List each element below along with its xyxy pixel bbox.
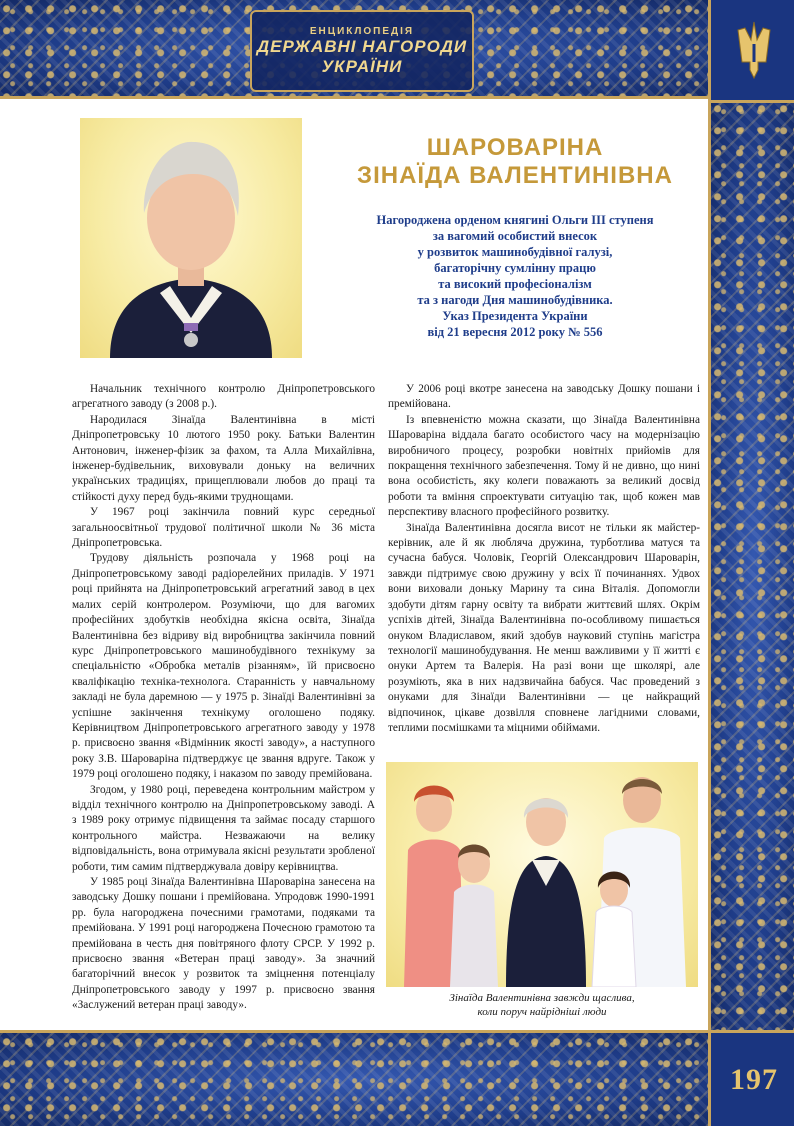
- award-line: багаторічну сумлінну працю: [434, 261, 596, 275]
- paragraph: У 2006 році вкотре занесена на заводську Дошку пошани і премійована.: [388, 383, 700, 411]
- award-line: від 21 вересня 2012 року № 556: [427, 325, 603, 339]
- portrait-illustration: [80, 118, 302, 358]
- award-line: за вагомий особистий внесок: [432, 229, 598, 243]
- paragraph: У 1967 році закінчила повний курс середньої загальноосвітньої трудової політичної школи № 36 міста Дніпропетровська.: [72, 506, 375, 550]
- award-line: та високий професіоналізм: [438, 277, 592, 291]
- paragraph: Згодом, у 1980 році, переведена контрольним майстром у відділ технічного контролю на Дніпропетровському заводі. А з 1989 року отримує підвищення та займає посаду старшого контрольного майстра. Незважаючи на велику відповідальність, вона отримувала якісні результати зробленої роботи, тим самим підтверджувала довіру керівництва.: [72, 783, 375, 873]
- paragraph: Народилася Зінаїда Валентинівна в місті Дніпропетровську 10 лютого 1950 року. Батьки Валентин Антонович, інженер-фізик за фахом, та Алла Михайлівна, інженер-будівельник, виховували доньку на величних українських традиціях, прищеплювали любов до праці та стійкості духу перед будь-якими труднощами.: [72, 413, 375, 503]
- family-illustration: [386, 762, 698, 987]
- right-ornament-band: [708, 100, 794, 1030]
- trident-icon: [732, 18, 776, 82]
- person-surname: ШАРОВАРІНА: [426, 134, 604, 161]
- page-number-corner: [708, 1030, 794, 1126]
- right-text-column: [388, 382, 700, 736]
- paragraph: Зінаїда Валентинівна досягла висот не тільки як майстер-керівник, але й як любляча дружина, турботлива матуся та сучасна бабуся. Чоловік, Георгій Олександрович Шароварін, завжди підтримує свою дружину у всіх її починаннях. Удвох вони виховали доньку Марину та сина Віталія. Допомогли здобути дітям гарну освіту та вибрати життєвий шлях. Окрім успіхів дітей, Зінаїда Валентинівна по-особливому пишається онуком Владиславом, який здобув науковий ступінь магістра технології машинобудування. Не менш важливими у її житті є онуки Артем та Валерія. На разі вони ще школярі, але розуміють, яка в них надзвичайна бабуся. Час проведений з онуками для Зінаїди Валентинівни — це найкращий відпочинок, цікаве дозвілля сповнене лагідними словами, теплими посмішками та міцними обіймами.: [388, 521, 700, 734]
- photo-caption: [386, 991, 698, 1019]
- person-given-names: ЗІНАЇДА ВАЛЕНТИНІВНА: [357, 162, 673, 189]
- award-line: та з нагоди Дня машинобудівника.: [417, 293, 613, 307]
- award-line: Нагороджена орденом княгині Ольги ІІІ ступеня: [376, 213, 654, 227]
- caption-line2: коли поруч найрідніші люди: [477, 1006, 607, 1018]
- encyclopedia-title-plate: [250, 10, 474, 92]
- caption-line1: Зінаїда Валентинівна завжди щаслива,: [449, 992, 635, 1004]
- header-subtitle: ЕНЦИКЛОПЕДІЯ: [309, 25, 415, 37]
- bottom-ornament-band: [0, 1030, 708, 1126]
- family-photo: [386, 762, 698, 987]
- portrait-photo: [80, 118, 302, 358]
- award-line: у розвиток машинобудівної галузі,: [417, 245, 613, 259]
- award-statement: [330, 212, 700, 340]
- name-and-award-block: [330, 134, 700, 340]
- paragraph: Трудову діяльність розпочала у 1968 році на Дніпропетровському заводі радіорелейних приладів. У 1971 році прийнята на Дніпропетровський агрегатний завод в цех малих серій контролером. Розуміючи, що для вагомих професійних здобутків необхідна якісна освіта, Зінаїда Валентинівна без відриву від виробництва закінчила повний курс Дніпропетровського машинобудівного технікуму за спеціальністю «Обробка металів різанням», їй присвоєно кваліфікацію техніка-технолога. Старанність у навчальному закладі не була даремною — у 1975 р. Зінаїді Валентинівні за успішне закінчення технікуму оголошено подяку. Керівництвом Дніпропетровського агрегатного заводу у 1978 р. присвоєно звання «Відмінник якості заводу», а наступного року З.В. Шароваріна підтверджує це звання вдруге. Також у 1979 році оголошено подяку, і наказом по заводу премійована.: [72, 552, 375, 781]
- header-title-line2: УКРАЇНИ: [321, 56, 403, 76]
- header-title-line1: ДЕРЖАВНІ НАГОРОДИ: [256, 36, 468, 56]
- trident-emblem-corner: [708, 0, 794, 103]
- left-text-column: [72, 382, 375, 1014]
- award-line: Указ Президента України: [442, 309, 588, 323]
- page-number: 197: [730, 1062, 778, 1096]
- paragraph: У 1985 році Зінаїда Валентинівна Шароваріна занесена на заводську Дошку пошани і премійована. Упродовж 1990-1991 рр. була нагороджена почесними грамотами, подяками та премійована. У 1991 році нагороджена Почесною грамотою та премійована в честь дня повітряного флоту СРСР. У 1992 р. присвоєно звання «Ветеран праці заводу». За значний багаторічний внесок у розвиток та зміцнення потенціалу Дніпропетровського заводу у 1997 р. присвоєно звання «Заслужений ветеран праці заводу».: [72, 876, 375, 1012]
- paragraph: Із впевненістю можна сказати, що Зінаїда Валентинівна Шароваріна віддала багато особистого часу на модернізацію виробничого процесу, розробки новітніх прийомів для покращення технічного забезпечення. Тому й не дивно, що нині вона особистість, яку колеги поважають за великий досвід роботи та вміння спроектувати ситуацію так, щоб кожен мав перспективу власного професійного розвитку.: [388, 413, 700, 519]
- paragraph: Начальник технічного контролю Дніпропетровського агрегатного заводу (з 2008 р.).: [72, 383, 375, 411]
